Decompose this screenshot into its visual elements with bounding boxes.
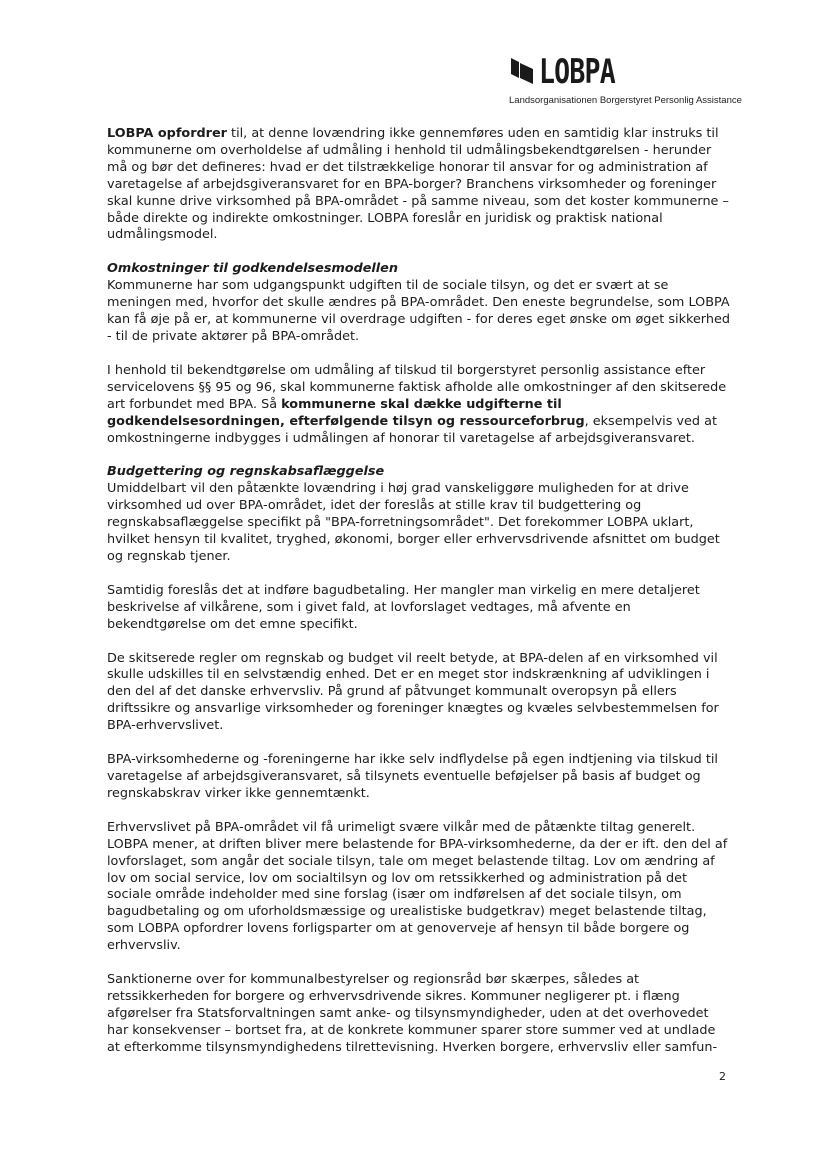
paragraph-erhvervslivet: Erhvervslivet på BPA-området vil få urimeligt svære vilkår med de påtænkte tiltag generelt. LOBPA mener, at driften bliver mere belastende for BPA-virksomhederne, da der er ift. den del af lovforslaget, som angår det sociale tilsyn, tale om meget belastende tiltag. Lov om ændring af lov om social service, lov om socialtilsyn og lov om retssikkerhed og administration på det sociale område indeholder med sine forslag (især om indførelsen af det sociale tilsyn, om bagudbetaling og om uforholdsmæssige og urealistiske budgetkrav) meget belastende tiltag, som LOBPA opfordrer lovens forligsparter om at genoverveje af hensyn til både borgere og erhvervsliv. <box>107 819 728 954</box>
paragraph-lobpa-opfordrer: LOBPA opfordrer til, at denne lovændring ikke gennemføres uden en samtidig klar instruks til kommunerne om overholdelse af udmåling i henhold til udmålingsbekendtgørelsen - herunder må og bør det defineres: hvad er det tilstrækkelige honorar til ansvar for og administration af varetagelse af arbejdsgiveransvaret for en BPA-borger? Branchens virksomheder og foreninger skal kunne drive virksomhed på BPA-området - på samme niveau, som det koster kommunerne – både direkte og indirekte omkostninger. LOBPA foreslår en juridisk og praktisk national udmålingsmodel. <box>107 126 729 243</box>
paragraph-bekendtgoerelse: I henhold til bekendtgørelse om udmåling af tilskud til borgerstyret personlig assistance efter servicelovens §§ 95 og 96, skal kommunerne faktisk afholde alle omkostninger af den skitserede art forbundet med BPA. Så kommunerne skal dække udgifterne til godkendelsesordningen, efterfølgende tilsyn og ressourceforbrug, eksempelvis ved at omkostningerne indbygges i udmålingen af honorar til varetagelse af arbejdsgiveransvaret. <box>107 362 727 446</box>
paragraph-omkostninger: Kommunerne har som udgangspunkt udgiften til de sociale tilsyn, og det er svært at se meningen med, hvorfor det skulle ændres på BPA-området. Den eneste begrundelse, som LOBPA kan få øje på er, at kommunerne vil overdrage udgiften - for deres eget ønske om øget sikkerhed - til de private aktører på BPA-området. <box>107 278 730 344</box>
heading-omkostninger: Omkostninger til godkendelsesmodellen <box>107 261 398 277</box>
logo-subtitle: Landsorganisationen Borgerstyret Personlig Assistance <box>509 95 742 106</box>
paragraph-sanktioner: Sanktionerne over for kommunalbestyrelser og regionsråd bør skærpes, således at retssikkerheden for borgere og erhvervsdrivende sikres. Kommuner negligerer pt. i flæng afgørelser fra Statsforvaltningen samt anke- og tilsynsmyndigheder, uden at det overhovedet har konsekvenser – bortset fra, at de konkrete kommuner sparer store summer ved at undlade at efterkomme tilsynsmyndighedens tilrettevisning. Hverken borgere, erhvervsliv eller samfun- <box>107 972 718 1055</box>
paragraph-indtjening: BPA-virksomhederne og -foreningerne har ikke selv indflydelse på egen indtjening via tilskud til varetagelse af arbejdsgiveransvaret, så tilsynets eventuelle beføjelser på basis af budget og regnskabskrav virker ikke gennemtænkt. <box>107 752 718 801</box>
paragraph-regnskab-budget: De skitserede regler om regnskab og budget vil reelt betyde, at BPA-delen af en virksomhed vil skulle udskilles til en selvstændig enhed. Det er en meget stor indskrænkning af udviklingen i den del af det danske erhvervsliv. På grund af påtvunget kommunalt overopsyn på ellers driftssikre og ansvarlige virksomheder og foreninger knægtes og kvæles selvbestemmelsen for BPA-erhvervslivet. <box>107 650 719 734</box>
logo-wordmark: LOBPA <box>539 52 615 92</box>
paragraph-bagudbetaling: Samtidig foreslås det at indføre bagudbetaling. Her mangler man virkelig en mere detaljeret beskrivelse af vilkårene, som i givet fald, at lovforslaget vedtages, må afvente en bekendtgørelse om det emne specifikt. <box>107 582 700 632</box>
section-budgettering <box>107 464 732 565</box>
bold-lead: LOBPA opfordrer <box>107 126 227 141</box>
lobpa-logo <box>505 54 755 110</box>
bold-kommunerne: kommunerne skal dække udgifterne til godkendelsesordningen, efterfølgende tilsyn og ressourceforbrug <box>107 396 585 429</box>
page-number: 2 <box>719 1070 726 1083</box>
logo-mark-icon <box>511 58 533 84</box>
section-omkostninger <box>107 261 732 346</box>
heading-budgettering: Budgettering og regnskabsaflæggelse <box>107 464 385 480</box>
document-body <box>107 126 732 1074</box>
paragraph-budgettering: Umiddelbart vil den påtænkte lovændring i høj grad vanskeliggøre muligheden for at drive virksomhed ud over BPA-området, idet der foreslås at stille krav til budgettering og regnskabsaflæggelse specifikt på "BPA-forretningsområdet". Det forekommer LOBPA uklart, hvilket hensyn til kvalitet, tryghed, økonomi, borger eller erhvervsdrivende afsnittet om budget og regnskab tjener. <box>107 481 720 564</box>
